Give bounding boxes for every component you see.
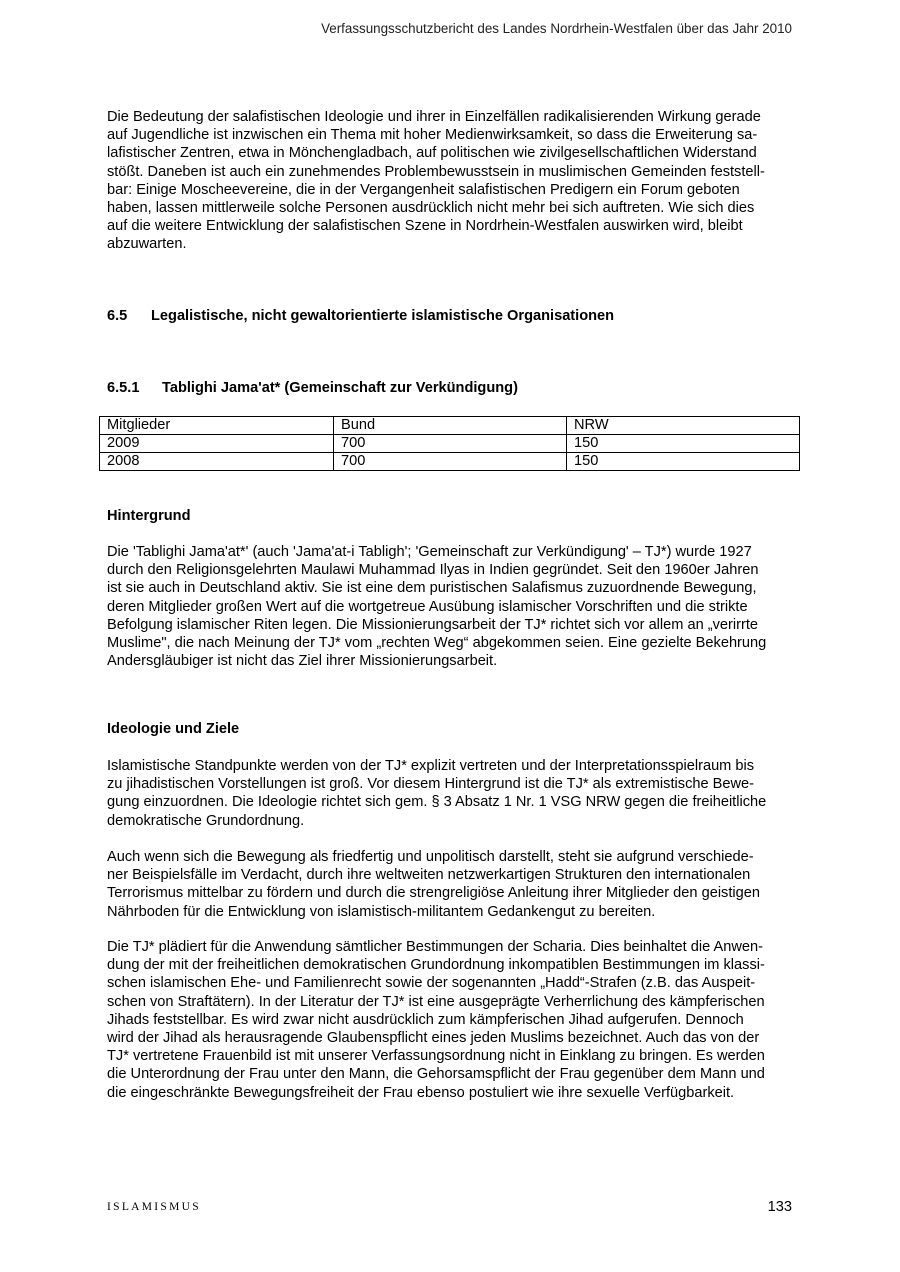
hintergrund-heading: Hintergrund — [107, 508, 191, 524]
ideologie-heading: Ideologie und Ziele — [107, 721, 240, 737]
running-header: Verfassungsschutzbericht des Landes Nordrhein-Westfalen über das Jahr 2010 — [321, 21, 792, 36]
section-heading — [107, 308, 614, 324]
table-header-row — [100, 417, 800, 435]
section-number: 6.5 — [107, 308, 128, 324]
footer-section-label: ISLAMISMUS — [107, 1201, 201, 1213]
table-row — [100, 435, 800, 453]
table-header-cell: Bund — [334, 417, 567, 435]
section-title: Legalistische, nicht gewaltorientierte islamistische Organisationen — [151, 308, 615, 324]
table-row — [100, 453, 800, 471]
intro-paragraph: Die Bedeutung der salafistischen Ideologie und ihrer in Einzelfällen radikalisierenden Wirkung gerade auf Jugendliche ist inzwischen ein Thema mit hoher Medienwirksamkeit, so dass die Erweiterung sa- lafistischer Zentren, etwa in Mönchengladbach, auf politischen wie zivilgesellschaftlichen Widerstand stößt. Daneben ist auch ein zunehmendes Problembewusstsein in muslimischen Gemeinden feststell- bar: Einige Moscheevereine, die in der Vergangenheit salafistischen Predigern ein Forum geboten haben, lassen mittlerweile solche Personen ausdrücklich nicht mehr bei sich auftreten. Wie sich dies auf die weitere Entwicklung der salafistischen Szene in Nordrhein-Westfalen auswirken wird, bleibt abzuwarten. — [107, 109, 765, 253]
subsection-title: Tablighi Jama'at* (Gemeinschaft zur Verkündigung) — [162, 380, 518, 396]
table-cell: 150 — [567, 453, 800, 471]
ideologie-paragraph-3: Die TJ* plädiert für die Anwendung sämtlicher Bestimmungen der Scharia. Dies beinhaltet die Anwen- dung der mit der freiheitlichen demokratischen Grundordnung inkompatiblen Bestimmungen im klassi- schen islamischen Ehe- und Familienrecht sowie der sogenannten „Hadd“-Strafen (z.B. das Auspeit- schen von Straftätern). In der Literatur der TJ* ist eine ausgeprägte Verherrlichung des kämpferischen Jihads feststellbar. Es wird zwar nicht ausdrücklich zum kämpferischen Jihad aufgerufen. Dennoch wird der Jihad als herausragende Glaubenspflicht eines jeden Muslims bezeichnet. Auch das von der TJ* vertretene Frauenbild ist mit unserer Verfassungsordnung nicht in Einklang zu bringen. Es werden die Unterordnung der Frau unter den Mann, die Gehorsamspflicht der Frau gegenüber dem Mann und die eingeschränkte Bewegungsfreiheit der Frau ebenso postuliert wie ihre sexuelle Verfügbarkeit. — [107, 939, 765, 1101]
ideologie-paragraph-1: Islamistische Standpunkte werden von der TJ* explizit vertreten und der Interpretationsspielraum bis zu jihadistischen Vorstellungen ist groß. Vor diesem Hintergrund ist die TJ* als extremistische Bewe- gung einzuordnen. Die Ideologie richtet sich gem. § 3 Absatz 1 Nr. 1 VSG NRW gegen die freiheitliche demokratische Grundordnung. — [107, 758, 767, 829]
page-number: 133 — [767, 1199, 792, 1215]
table-header-cell: NRW — [567, 417, 800, 435]
subsection-number: 6.5.1 — [107, 380, 140, 396]
table-cell: 2009 — [100, 435, 334, 453]
ideologie-paragraph-2: Auch wenn sich die Bewegung als friedfertig und unpolitisch darstellt, steht sie aufgrund verschiede- ner Beispielsfälle im Verdacht, durch ihre weltweiten netzwerkartigen Strukturen den internationalen Terrorismus mittelbar zu fördern und durch die strengreligiöse Anleitung ihrer Mitglieder den geistigen Nährboden für die Entwicklung von islamistisch-militantem Gedankengut zu bereiten. — [107, 849, 760, 920]
members-table — [99, 416, 800, 471]
table-cell: 700 — [334, 453, 567, 471]
subsection-heading — [107, 380, 518, 396]
table-cell: 700 — [334, 435, 567, 453]
hintergrund-paragraph: Die 'Tablighi Jama'at*' (auch 'Jama'at-i Tabligh'; 'Gemeinschaft zur Verkündigung' – TJ*) wurde 1927 durch den Religionsgelehrten Maulawi Muhammad Ilyas in Indien gegründet. Seit den 1960er Jahren ist sie auch in Deutschland aktiv. Sie ist eine dem puristischen Salafismus zuzuordnende Bewegung, deren Mitglieder großen Wert auf die wortgetreue Ausübung islamischer Vorschriften und die strikte Befolgung islamischer Riten legen. Die Missionierungsarbeit der TJ* richtet sich vor allem an „verirrte Muslime", die nach Meinung der TJ* vom „rechten Weg“ abgekommen seien. Eine gezielte Bekehrung Andersgläubiger ist nicht das Ziel ihrer Missionierungsarbeit. — [107, 544, 767, 670]
table-cell: 150 — [567, 435, 800, 453]
table-cell: 2008 — [100, 453, 334, 471]
table-header-cell: Mitglieder — [100, 417, 334, 435]
